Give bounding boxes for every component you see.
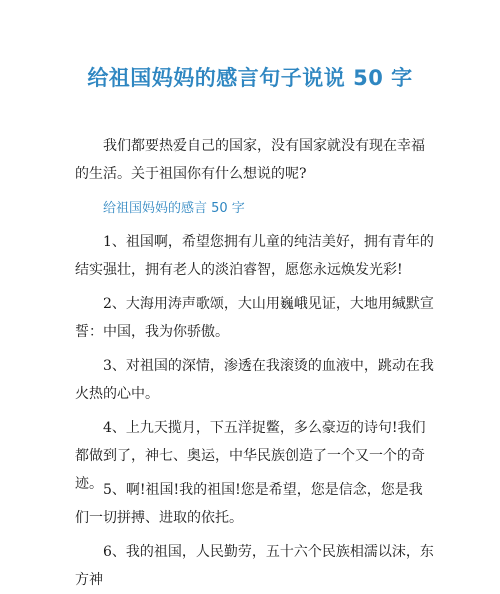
intro-paragraph: 我们都要热爱自己的国家，没有国家就没有现在幸福的生活。关于祖国你有什么想说的呢? (75, 138, 425, 182)
list-item-1: 1、祖国啊，希望您拥有儿童的纯洁美好，拥有青年的结实强壮，拥有老人的淡泊睿智，愿您永远焕发光彩! (75, 234, 434, 278)
section-heading: 给祖国妈妈的感言 50 字 (103, 201, 245, 216)
list-item-2: 2、大海用涛声歌颂，大山用巍峨见证，大地用缄默宣誓：中国，我为你骄傲。 (75, 296, 434, 340)
list-item-5: 5、啊!祖国!我的祖国!您是希望，您是信念，您是我们一切拼搏、进取的依托。 (75, 482, 423, 526)
list-item-4: 4、上九天揽月，下五洋捉鳖，多么豪迈的诗句!我们都做到了，神七、奥运，中华民族创造了一个又一个的奇迹。 (75, 420, 426, 492)
list-item-3: 3、对祖国的深情，渗透在我滚烫的血液中，跳动在我火热的心中。 (75, 358, 434, 402)
page-title: 给祖国妈妈的感言句子说说 50 字 (87, 66, 413, 90)
list-item-6: 6、我的祖国，人民勤劳，五十六个民族相濡以沫，东方神 (75, 544, 434, 588)
